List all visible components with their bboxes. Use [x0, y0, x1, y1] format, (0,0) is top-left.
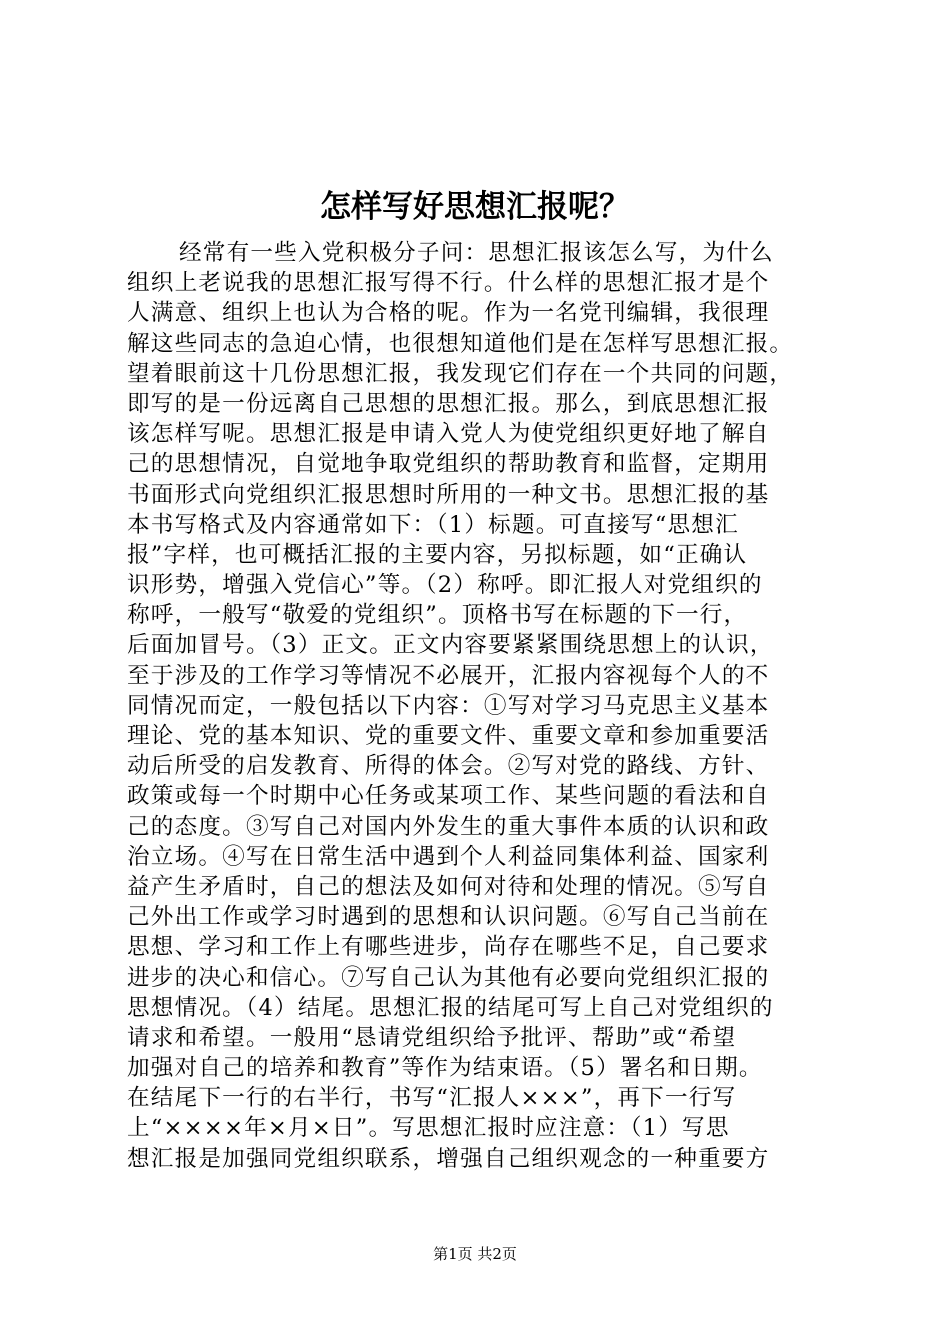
text-line: 益产生矛盾时，自己的想法及如何对待和处理的情况。⑤写自	[127, 873, 770, 900]
page-footer: 第1页 共2页	[433, 1245, 517, 1263]
text-line: 组织上老说我的思想汇报写得不行。什么样的思想汇报才是个	[127, 270, 770, 297]
text-line: 己外出工作或学习时遇到的思想和认识问题。⑥写自己当前在	[127, 904, 770, 931]
text-line: 己的思想情况，自觉地争取党组织的帮助教育和监督，定期用	[127, 451, 770, 478]
text-line: 请求和希望。一般用“恳请党组织给予批评、帮助”或“希望	[127, 1024, 737, 1051]
text-line: 解这些同志的急迫心情，也很想知道他们是在怎样写思想汇报。	[127, 330, 794, 357]
text-line: 称呼，一般写“敬爱的党组织”。顶格书写在标题的下一行，	[127, 602, 748, 629]
text-line: 经常有一些入党积极分子问：思想汇报该怎么写，为什么	[179, 240, 774, 266]
text-line: 政策或每一个时期中心任务或某项工作、某些问题的看法和自	[127, 783, 770, 810]
text-line: 同情况而定，一般包括以下内容：①写对学习马克思主义基本	[127, 692, 770, 719]
text-line: 治立场。④写在日常生活中遇到个人利益同集体利益、国家利	[127, 843, 770, 870]
text-line: 即写的是一份远离自己思想的思想汇报。那么，到底思想汇报	[127, 390, 770, 417]
text-line: 思想情况。（4）结尾。思想汇报的结尾可写上自己对党组织的	[127, 994, 774, 1021]
text-line: 进步的决心和信心。⑦写自己认为其他有必要向党组织汇报的	[127, 964, 770, 991]
text-line: 己的态度。③写自己对国内外发生的重大事件本质的认识和政	[127, 813, 770, 840]
body-text	[127, 238, 827, 1174]
text-line: 加强对自己的培养和教育”等作为结束语。（5）署名和日期。	[127, 1055, 763, 1082]
text-line: 本书写格式及内容通常如下：（1）标题。可直接写“思想汇	[127, 511, 739, 538]
text-line: 思想、学习和工作上有哪些进步，尚存在哪些不足，自己要求	[127, 934, 770, 961]
text-line: 后面加冒号。（3）正文。正文内容要紧紧围绕思想上的认识，	[127, 632, 774, 659]
text-line: 至于涉及的工作学习等情况不必展开，汇报内容视每个人的不	[127, 662, 770, 689]
text-line: 动后所受的启发教育、所得的体会。②写对党的路线、方针、	[127, 753, 770, 780]
text-line: 理论、党的基本知识、党的重要文件、重要文章和参加重要活	[127, 723, 770, 749]
text-line: 想汇报是加强同党组织联系，增强自己组织观念的一种重要方	[127, 1145, 770, 1172]
text-line: 人满意、组织上也认为合格的呢。作为一名党刊编辑，我很理	[127, 300, 770, 327]
text-line: 在结尾下一行的右半行，书写“汇报人×××”，再下一行写	[127, 1085, 737, 1112]
text-line: 上“××××年×月×日”。写思想汇报时应注意：（1）写思	[127, 1115, 730, 1142]
text-line: 该怎样写呢。思想汇报是申请入党人为使党组织更好地了解自	[127, 421, 770, 448]
text-line: 识形势，增强入党信心”等。（2）称呼。即汇报人对党组织的	[127, 572, 763, 599]
text-line: 望着眼前这十几份思想汇报，我发现它们存在一个共同的问题，	[127, 360, 794, 387]
text-line: 报”字样，也可概括汇报的主要内容，另拟标题，如“正确认	[127, 541, 748, 568]
text-line: 书面形式向党组织汇报思想时所用的一种文书。思想汇报的基	[127, 481, 770, 508]
page-title: 怎样写好思想汇报呢？	[320, 189, 630, 225]
